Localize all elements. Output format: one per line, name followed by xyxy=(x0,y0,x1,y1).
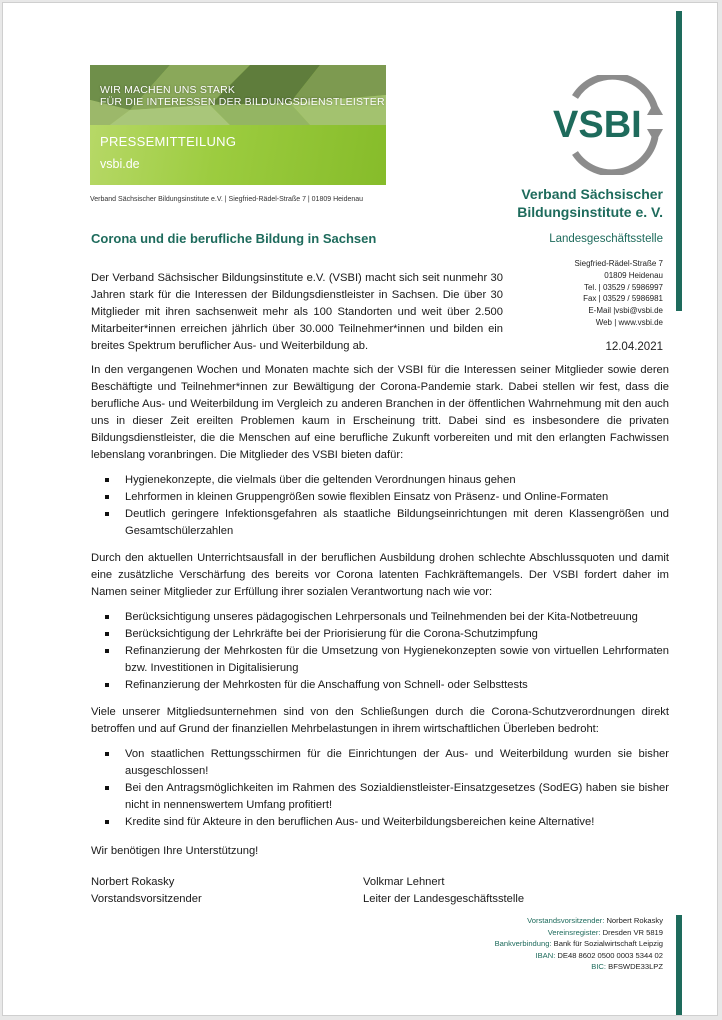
address-fax: Fax | 03529 / 5986981 xyxy=(583,294,663,304)
document-date: 12.04.2021 xyxy=(605,341,663,353)
footer-chair-value: Norbert Rokasky xyxy=(604,916,663,925)
footer-chair-label: Vorstandsvorsitzender: xyxy=(527,916,605,925)
signature-block xyxy=(91,874,669,908)
footer-iban xyxy=(495,950,663,962)
headline: Corona und die berufliche Bildung in Sachsen xyxy=(91,231,377,246)
address-street: Siegfried-Rädel-Straße 7 xyxy=(574,259,663,268)
signature-name: Volkmar Lehnert xyxy=(363,876,445,888)
accent-bar-top xyxy=(676,11,682,311)
footer-iban-label: IBAN: xyxy=(535,950,556,960)
address-city: 01809 Heidenau xyxy=(604,270,663,280)
list-item: Bei den Antragsmöglichkeiten im Rahmen des Sozialdienstleister-Einsatzgesetzes (SodEG) haben sie bisher nicht in nennenswertem Umfang profitiert! xyxy=(125,780,669,814)
banner-website: vsbi.de xyxy=(100,157,140,171)
list-item: Hygienekonzepte, die vielmals über die geltenden Verordnungen hinaus gehen xyxy=(125,472,669,489)
banner-tagline-1: WIR MACHEN UNS STARK xyxy=(100,84,236,96)
signature-role: Leiter der Landesgeschäftsstelle xyxy=(363,893,525,905)
office-label: Landesgeschäftsstelle xyxy=(549,233,663,245)
address-tel: Tel. | 03529 / 5986997 xyxy=(583,282,663,292)
intro-paragraph: Der Verband Sächsischer Bildungsinstitute e.V. (VSBI) macht sich seit nunmehr 30 Jahren stark für die Interessen der Bildungsdienstleister in Sachsen. Die über 30 Mitglieder mit ihren sachsenweit mehr als 100 Standorten und weit über 2.500 Mitarbeiter*innen erreichen jährlich über 30.000 Teilnehmer*innen und bilden ein breites Spektrum beruflicher Aus- und Weiterbildung ab. xyxy=(91,272,503,352)
address-email: E-Mail |vsbi@vsbi.de xyxy=(588,306,663,316)
footer-info xyxy=(495,915,663,973)
list-item: Berücksichtigung unseres pädagogischen Lehrpersonals und Teilnehmenden bei der Kita-Notbetreuung xyxy=(125,609,669,626)
footer-bic-value: BFSWDE33LPZ xyxy=(606,962,663,972)
footer-bic xyxy=(495,961,663,973)
paragraph-impact: Viele unserer Mitgliedsunternehmen sind von den Schließungen durch die Corona-Schutzverordnungen direkt betroffen und auf Grund der finanziellen Mehrbelastungen in ihrem wirtschaftlichen Überleben bedroht: xyxy=(91,706,669,735)
list-item: Refinanzierung der Mehrkosten für die Umsetzung von Hygienekonzepten sowie von virtuellen Lehrformaten bzw. Investitionen in Digitalisierung xyxy=(125,643,669,677)
paragraph-demands: Durch den aktuellen Unterrichtsausfall in der beruflichen Ausbildung drohen schlechte Abschlussquoten und damit eine zusätzliche Verschärfung des bereits vor Corona latenten Fachkräftemangels. Der VSBI fordert daher im Namen seiner Mitglieder zur Erfüllung ihrer sozialen Verantwortung nach wie vor: xyxy=(91,552,669,598)
footer-register xyxy=(495,927,663,939)
list-item: Refinanzierung der Mehrkosten für die Anschaffung von Schnell- oder Selbsttests xyxy=(125,677,669,694)
footer-iban-value: DE48 8602 0500 0003 5344 02 xyxy=(555,950,663,960)
address-block xyxy=(575,258,663,329)
organization-name-line1: Verband Sächsischer xyxy=(521,186,663,202)
document-page xyxy=(2,2,718,1016)
banner-tagline-2: FÜR DIE INTERESSEN DER BILDUNGSDIENSTLEISTER xyxy=(100,96,385,108)
signature-right xyxy=(363,874,635,908)
banner-label: PRESSEMITTEILUNG xyxy=(100,134,237,149)
demand-list xyxy=(91,609,669,694)
footer-bank-value: Bank für Sozialwirtschaft Leipzig xyxy=(551,939,663,949)
vsbi-logo xyxy=(551,75,669,175)
footer-register-value: Dresden VR 5819 xyxy=(600,927,663,937)
address-web: Web | www.vsbi.de xyxy=(595,317,663,327)
list-item: Von staatlichen Rettungsschirmen für die Einrichtungen der Aus- und Weiterbildung wurden sie bisher ausgeschlossen! xyxy=(125,746,669,780)
accent-bar-bottom xyxy=(676,915,682,1015)
footer-register-label: Vereinsregister: xyxy=(547,927,601,937)
list-item: Lehrformen in kleinen Gruppengrößen sowie flexiblen Einsatz von Präsenz- und Online-Formaten xyxy=(125,489,669,506)
footer-bic-label: BIC: xyxy=(591,962,607,972)
sender-line: Verband Sächsischer Bildungsinstitute e.V. | Siegfried-Rädel-Straße 7 | 01809 Heidenau xyxy=(90,196,364,203)
footer-chair xyxy=(495,915,663,927)
signature-role: Vorstandsvorsitzender xyxy=(91,893,202,905)
logo-text: VSBI xyxy=(553,104,642,146)
offer-list xyxy=(91,472,669,540)
organization-name-line2: Bildungsinstitute e. V. xyxy=(517,204,663,220)
closing-line: Wir benötigen Ihre Unterstützung! xyxy=(91,845,259,857)
list-item: Berücksichtigung der Lehrkräfte bei der Priorisierung für die Corona-Schutzimpfung xyxy=(125,626,669,643)
signature-left xyxy=(91,874,363,908)
footer-bank-label: Bankverbindung: xyxy=(494,939,552,949)
body-text xyxy=(91,362,669,908)
footer-bank xyxy=(495,938,663,950)
list-item: Deutlich geringere Infektionsgefahren als staatliche Bildungseinrichtungen mit deren Klassengrößen und Gesamtschülerzahlen xyxy=(125,506,669,540)
impact-list xyxy=(91,746,669,831)
list-item: Kredite sind für Akteure in den beruflichen Aus- und Weiterbildungsbereichen keine Alternative! xyxy=(125,814,669,831)
organization-name xyxy=(517,185,663,221)
press-banner xyxy=(90,65,386,185)
paragraph-situation: In den vergangenen Wochen und Monaten machte sich der VSBI für die Interessen seiner Mitglieder sowie deren Beschäftigte und Teilnehmer*innen zur Bewältigung der Corona-Pandemie stark. Dabei stellen wir fest, dass die berufliche Aus- und Weiterbildung im Vergleich zu anderen Branchen in der öffentlichen Wahrnehmung mit den auch uns in dieser Zeit ereilten Problemen kaum in Erscheinung tritt. Dabei sind es insbesondere die privaten Bildungsdienstleister, die die Menschen auf eine berufliche Zukunft vorbereiten und mit den erlangten Fachwissen lebenslang voranbringen. Die Mitglieder des VSBI bieten dafür: xyxy=(91,364,669,461)
signature-name: Norbert Rokasky xyxy=(91,876,175,888)
